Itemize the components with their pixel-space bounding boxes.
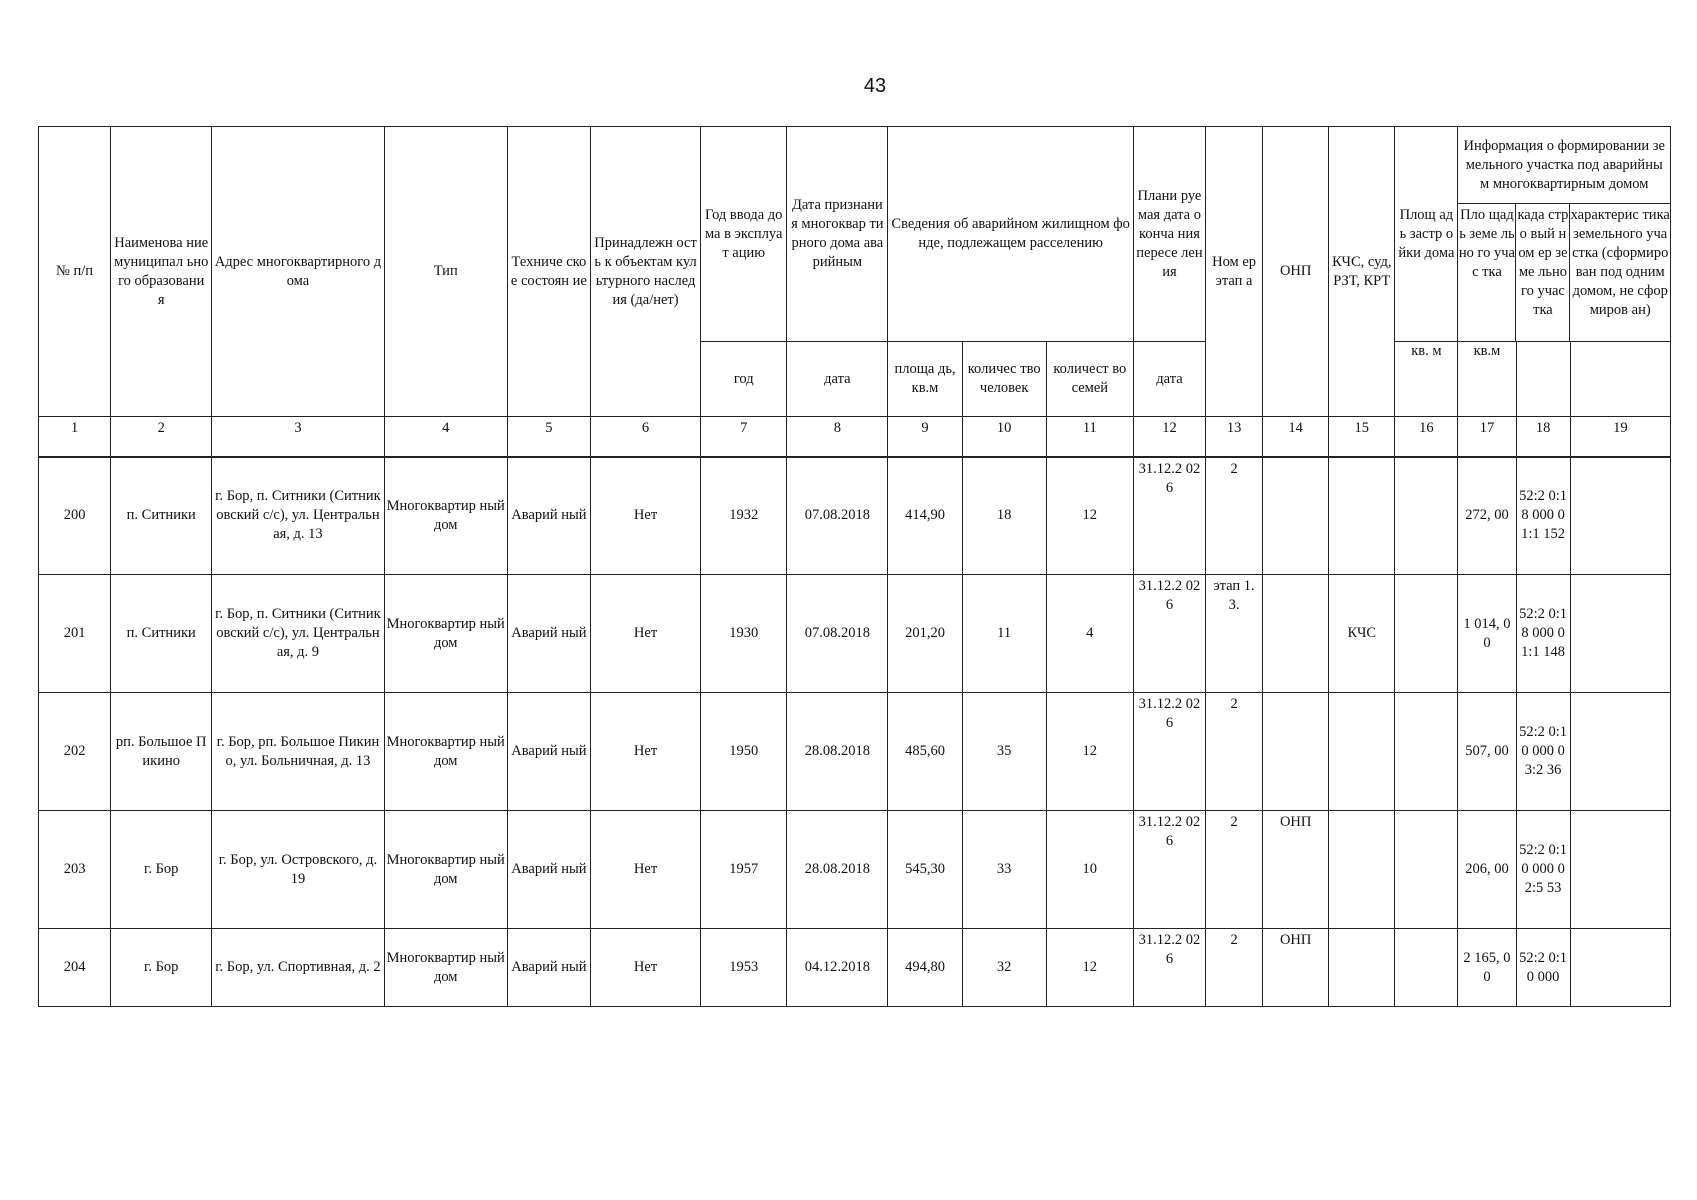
type-cell: Многоквартир ный дом (384, 929, 507, 1007)
date-recognized-cell: 04.12.2018 (787, 929, 888, 1007)
heritage-cell: Нет (590, 693, 700, 811)
building-area-cell (1395, 575, 1458, 693)
families-cell: 4 (1046, 575, 1133, 693)
stage-cell: 2 (1206, 929, 1263, 1007)
kchs-cell (1329, 811, 1395, 929)
subheader-people: количес тво человек (962, 342, 1046, 417)
onp-cell (1263, 575, 1329, 693)
municipality-cell: п. Ситники (111, 575, 212, 693)
subheader-planned-date: дата (1133, 342, 1205, 417)
header-planned-date: Плани руемая дата оконча ния пересе ления (1133, 127, 1205, 342)
page-number: 43 (863, 75, 887, 97)
land-char-cell (1570, 929, 1670, 1007)
planned-date-cell: 31.12.2 026 (1133, 811, 1205, 929)
header-date-recognized: Дата признания многоквар тирного дома аварийным (787, 127, 888, 342)
header-land-char: характерис тика земельного участка (сформиро ван под одним домом, не сформиров ан) (1570, 207, 1670, 318)
kchs-cell (1329, 457, 1395, 575)
stage-cell: 2 (1206, 693, 1263, 811)
subheader-building-area: кв. м (1395, 342, 1458, 417)
header-stage: Ном ер этап а (1206, 127, 1263, 417)
municipality-cell: п. Ситники (111, 457, 212, 575)
people-cell: 32 (962, 929, 1046, 1007)
table-row (39, 811, 1671, 929)
row-number: 200 (39, 457, 111, 575)
type-cell: Многоквартир ный дом (384, 457, 507, 575)
subheader-land-area: кв.м (1458, 342, 1516, 417)
col-number: 9 (888, 417, 962, 457)
subheader-date: дата (787, 342, 888, 417)
address-cell: г. Бор, рп. Большое Пикино, ул. Больничная, д. 13 (212, 693, 384, 811)
year-cell: 1930 (701, 575, 787, 693)
col-number: 13 (1206, 417, 1263, 457)
header-heritage: Принадлежн ость к объектам культурного наследия (да/нет) (590, 127, 700, 417)
address-cell: г. Бор, п. Ситники (Ситниковский с/с), ул. Центральная, д. 13 (212, 457, 384, 575)
municipality-cell: г. Бор (111, 811, 212, 929)
heritage-cell: Нет (590, 929, 700, 1007)
row-number: 201 (39, 575, 111, 693)
header-year: Год ввода дома в эксплуат ацию (701, 127, 787, 342)
col-number: 17 (1458, 417, 1516, 457)
date-recognized-cell: 28.08.2018 (787, 693, 888, 811)
land-char-cell (1570, 693, 1670, 811)
people-cell: 35 (962, 693, 1046, 811)
planned-date-cell: 31.12.2 026 (1133, 693, 1205, 811)
col-number: 12 (1133, 417, 1205, 457)
area-cell: 414,90 (888, 457, 962, 575)
row-number: 204 (39, 929, 111, 1007)
stage-cell: этап 1.3. (1206, 575, 1263, 693)
building-area-cell (1395, 929, 1458, 1007)
date-recognized-cell: 07.08.2018 (787, 575, 888, 693)
address-cell: г. Бор, ул. Островского, д. 19 (212, 811, 384, 929)
table-row (39, 693, 1671, 811)
header-land-info-group (1458, 127, 1671, 342)
cadastral-cell: 52:2 0:18 000 01:1 148 (1516, 575, 1570, 693)
header-emergency-fund: Сведения об аварийном жилищном фонде, подлежащем расселению (888, 127, 1133, 342)
area-cell: 201,20 (888, 575, 962, 693)
type-cell: Многоквартир ный дом (384, 575, 507, 693)
heritage-cell: Нет (590, 457, 700, 575)
col-number: 18 (1516, 417, 1570, 457)
people-cell: 18 (962, 457, 1046, 575)
col-number: 3 (212, 417, 384, 457)
col-number: 15 (1329, 417, 1395, 457)
planned-date-cell: 31.12.2 026 (1133, 929, 1205, 1007)
kchs-cell (1329, 929, 1395, 1007)
col-number: 7 (701, 417, 787, 457)
land-area-cell: 507, 00 (1458, 693, 1516, 811)
col-number: 6 (590, 417, 700, 457)
header-type: Тип (384, 127, 507, 417)
table-row (39, 457, 1671, 575)
address-cell: г. Бор, ул. Спортивная, д. 2 (212, 929, 384, 1007)
condition-cell: Аварий ный (507, 575, 590, 693)
families-cell: 12 (1046, 457, 1133, 575)
col-number: 11 (1046, 417, 1133, 457)
land-char-cell (1570, 575, 1670, 693)
land-area-cell: 206, 00 (1458, 811, 1516, 929)
families-cell: 12 (1046, 929, 1133, 1007)
heritage-cell: Нет (590, 811, 700, 929)
header-num: № п/п (39, 127, 111, 417)
kchs-cell: КЧС (1329, 575, 1395, 693)
type-cell: Многоквартир ный дом (384, 811, 507, 929)
header-condition: Техниче ское состоян ие (507, 127, 590, 417)
table-row (39, 929, 1671, 1007)
heritage-cell: Нет (590, 575, 700, 693)
onp-cell: ОНП (1263, 929, 1329, 1007)
header-cadastral-cont (1516, 342, 1570, 417)
cadastral-cell: 52:2 0:10 000 (1516, 929, 1570, 1007)
header-cadastral: када стро вый ном ер земе льно го учас тка (1516, 204, 1570, 341)
year-cell: 1950 (701, 693, 787, 811)
header-onp: ОНП (1263, 127, 1329, 417)
col-number: 2 (111, 417, 212, 457)
people-cell: 11 (962, 575, 1046, 693)
col-number: 1 (39, 417, 111, 457)
condition-cell: Аварий ный (507, 457, 590, 575)
municipality-cell: г. Бор (111, 929, 212, 1007)
families-cell: 10 (1046, 811, 1133, 929)
area-cell: 545,30 (888, 811, 962, 929)
onp-cell: ОНП (1263, 811, 1329, 929)
land-char-cell (1570, 811, 1670, 929)
col-number: 19 (1570, 417, 1670, 457)
families-cell: 12 (1046, 693, 1133, 811)
col-number: 14 (1263, 417, 1329, 457)
col-number: 10 (962, 417, 1046, 457)
land-char-cell (1570, 457, 1670, 575)
condition-cell: Аварий ный (507, 811, 590, 929)
col-number: 8 (787, 417, 888, 457)
emergency-housing-table (38, 126, 1671, 1007)
building-area-cell (1395, 693, 1458, 811)
header-land-char-cont (1570, 342, 1670, 417)
planned-date-cell: 31.12.2 026 (1133, 457, 1205, 575)
cadastral-cell: 52:2 0:10 000 02:5 53 (1516, 811, 1570, 929)
type-cell: Многоквартир ный дом (384, 693, 507, 811)
header-address: Адрес многоквартирного дома (212, 127, 384, 417)
date-recognized-cell: 28.08.2018 (787, 811, 888, 929)
header-kchs: КЧС, суд, РЗТ, КРТ (1329, 127, 1395, 417)
subheader-families: количест во семей (1046, 342, 1133, 417)
land-area-cell: 272, 00 (1458, 457, 1516, 575)
address-cell: г. Бор, п. Ситники (Ситниковский с/с), ул. Центральная, д. 9 (212, 575, 384, 693)
onp-cell (1263, 457, 1329, 575)
planned-date-cell: 31.12.2 026 (1133, 575, 1205, 693)
condition-cell: Аварий ный (507, 693, 590, 811)
people-cell: 33 (962, 811, 1046, 929)
subheader-area: площа дь, кв.м (888, 342, 962, 417)
table-row (39, 575, 1671, 693)
building-area-cell (1395, 457, 1458, 575)
building-area-cell (1395, 811, 1458, 929)
row-number: 202 (39, 693, 111, 811)
year-cell: 1953 (701, 929, 787, 1007)
year-cell: 1932 (701, 457, 787, 575)
onp-cell (1263, 693, 1329, 811)
cadastral-cell: 52:2 0:10 000 03:2 36 (1516, 693, 1570, 811)
col-number: 5 (507, 417, 590, 457)
municipality-cell: рп. Большое Пикино (111, 693, 212, 811)
header-municipality: Наименова ние муниципал ьного образовани я (111, 127, 212, 417)
col-number: 16 (1395, 417, 1458, 457)
land-area-cell: 1 014, 00 (1458, 575, 1516, 693)
col-number: 4 (384, 417, 507, 457)
subheader-year: год (701, 342, 787, 417)
header-building-area: Площ адь застр ойки дома (1395, 127, 1458, 342)
area-cell: 494,80 (888, 929, 962, 1007)
row-number: 203 (39, 811, 111, 929)
condition-cell: Аварий ный (507, 929, 590, 1007)
header-land-info: Информация о формировании земельного участка под аварийным многоквартирным домом (1458, 127, 1670, 204)
area-cell: 485,60 (888, 693, 962, 811)
cadastral-cell: 52:2 0:18 000 01:1 152 (1516, 457, 1570, 575)
header-land-area: Пло щадь земе льно го учас тка (1458, 204, 1516, 341)
stage-cell: 2 (1206, 457, 1263, 575)
stage-cell: 2 (1206, 811, 1263, 929)
date-recognized-cell: 07.08.2018 (787, 457, 888, 575)
land-area-cell: 2 165, 00 (1458, 929, 1516, 1007)
kchs-cell (1329, 693, 1395, 811)
year-cell: 1957 (701, 811, 787, 929)
